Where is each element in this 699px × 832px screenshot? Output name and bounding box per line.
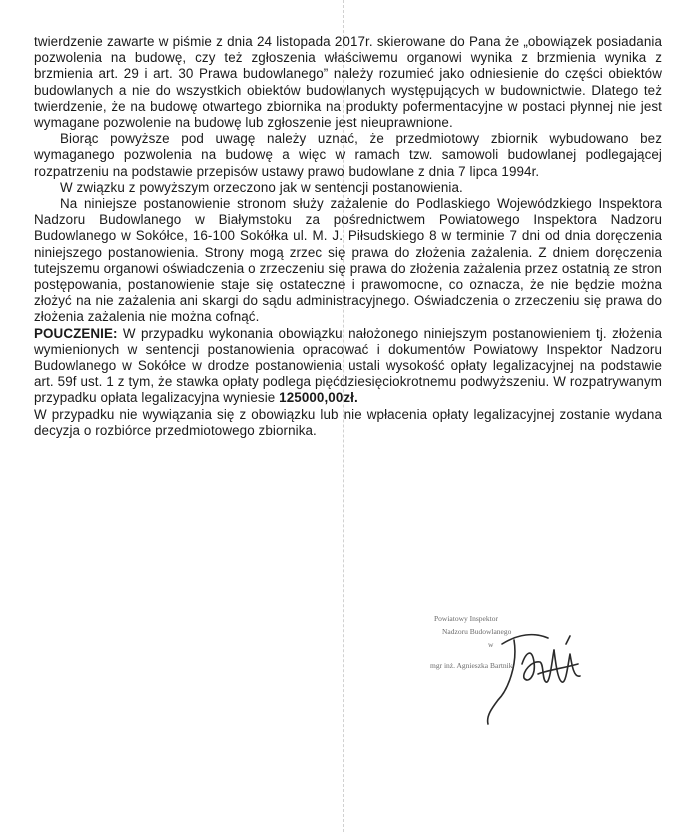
- fee-amount: 125000,00zł.: [279, 390, 358, 406]
- paragraph-demolition: W przypadku nie wywiązania się z obowiązku lub nie wpłacenia opłaty legalizacyjnej zostanie wydana decyzja o rozbiórce przedmiotowego zbiornika.: [34, 406, 662, 438]
- stamp-line-3: w: [488, 640, 494, 649]
- document-body: [34, 34, 662, 439]
- paragraph-4-appeal: Na niniejsze postanowienie stronom służy zażalenie do Podlaskiego Wojewódzkiego Inspektora Nadzoru Budowlanego w Białymstoku za pośrednictwem Powiatowego Inspektora Nadzoru Budowlanego w Sokółce, 16-100 Sokółka ul. M. J. Piłsudskiego 8 w terminie 7 dni od dnia doręczenia niniejszego postanowienia. Strony mogą zrzec się prawa do złożenia zażalenia. Z dniem doręczenia tutejszemu organowi oświadczenia o zrzeczeniu się prawa do złożenia zażalenia przez ostatnią ze stron postępowania, postanowienie staje się ostateczne i prawomocne, co oznacza, że nie będzie można złożyć na nie zażalenia ani skargi do sądu administracyjnego. Oświadczenia o zrzeczeniu się prawa do złożenia zażalenia nie można cofnąć.: [34, 196, 662, 325]
- stamp-line-2: Nadzoru Budowlanego: [442, 627, 512, 636]
- pouczenie-label: POUCZENIE:: [34, 325, 118, 341]
- handwritten-signature-icon: [478, 604, 598, 730]
- stamp-line-1: Powiatowy Inspektor: [434, 614, 498, 623]
- paragraph-pouczenie: [34, 326, 662, 407]
- paragraph-2: Biorąc powyższe pod uwagę należy uznać, że przedmiotowy zbiornik wybudowano bez wymaganego pozwolenia na budowę a więc w ramach tzw. samowoli budowlanej podlegającej rozpatrzeniu na podstawie przepisów ustawy prawo budowlane z dnia 7 lipca 1994r.: [34, 131, 662, 179]
- paragraph-3: W związku z powyższym orzeczono jak w sentencji postanowienia.: [60, 179, 463, 195]
- paragraph-1: twierdzenie zawarte w piśmie z dnia 24 listopada 2017r. skierowane do Pana że „obowiązek posiadania pozwolenia na budowę, czy też zgłoszenia właściwemu organowi wynika z brzmienia wynika z brzmienia art. 29 i art. 30 Prawa budowlanego” należy rozumieć jako odniesienie do części obiektów budowlanych a nie do wszystkich obiektów budowlanych występujących w budownictwie. Dlatego też twierdzenie, że na budowę otwartego zbiornika na produkty pofermentacyjne w postaci płynnej nie jest wymagane pozwolenie na budowę lub zgłoszenie jest nieuprawnione.: [34, 34, 662, 131]
- pouczenie-text: W przypadku wykonania obowiązku nałożonego niniejszym postanowieniem tj. złożenia wymienionych w sentencji postanowienia opracować i dokumentów Powiatowy Inspektor Nadzoru Budowlanego w Sokółce w drodze postanowienia ustali wysokość opłaty legalizacyjnej na podstawie art. 59f ust. 1 z tym, że stawka opłaty podlega pięćdziesięciokrotnemu podwyższeniu. W rozpatrywanym przypadku opłata legalizacyjna wyniesie: [34, 325, 662, 406]
- stamp-line-4: mgr inż. Agnieszka Bartnik: [430, 661, 513, 670]
